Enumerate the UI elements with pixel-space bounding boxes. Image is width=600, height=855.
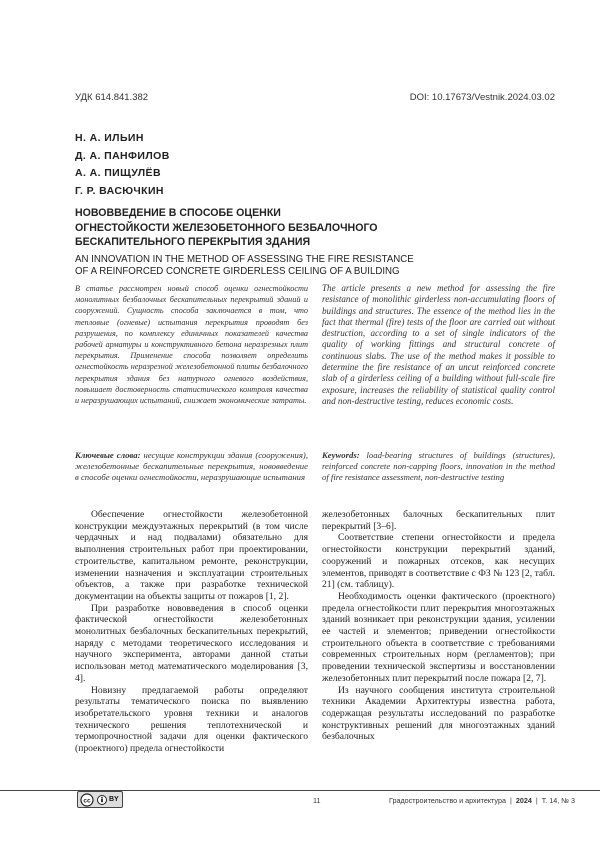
author-list xyxy=(75,130,170,200)
cc-badge-text: cc xyxy=(83,797,91,804)
keywords-label: Keywords: xyxy=(322,450,360,460)
keywords-text: несущие конструкции здания (сооружения), железобетонные бескапительные перекрытия, нововведение в способе оценки огнестойкости, неразрушающие испытания xyxy=(75,450,308,482)
header-line xyxy=(75,92,555,103)
page-number: 11 xyxy=(313,796,320,805)
journal-year: 2024 xyxy=(516,796,532,805)
paragraph: железобетонных балочных бескапительных плит перекрытий [3–6]. xyxy=(322,509,555,532)
author: А. А. ПИЩУЛЁВ xyxy=(75,165,170,183)
by-label: BY xyxy=(109,796,119,803)
journal-volume: Т. 14, № 3 xyxy=(542,796,575,805)
journal-name: Градостроительство и архитектура xyxy=(389,796,506,805)
author: Г. Р. ВАСЮЧКИН xyxy=(75,183,170,201)
title-line: OF A REINFORCED CONCRETE GIRDERLESS CEILING OF A BUILDING xyxy=(75,266,555,278)
keywords-text: load-bearing structures of buildings (structures), reinforced concrete non-capping floors, innovation in the method of fire resistance assessment, non-destructive testing xyxy=(322,450,555,482)
author: Н. А. ИЛЬИН xyxy=(75,130,170,148)
title-line: НОВОВВЕДЕНИЕ В СПОСОБЕ ОЦЕНКИ xyxy=(75,206,555,221)
paragraph: Необходимость оценки фактического (проектного) предела огнестойкости плит перекрытия многоэтажных зданий возникает при реконструкции здания, усилении ее частей и элементов; приведении огнестойкости строительного объекта в соответствие с требованиями современных строительных норм (регламентов); при проведении технической экспертизы и восстановлении железобетонных плит перекрытий после пожара [2, 7]. xyxy=(322,591,555,685)
title-line: AN INNOVATION IN THE METHOD OF ASSESSING THE FIRE RESISTANCE xyxy=(75,254,555,266)
body-column-right xyxy=(322,509,555,743)
abstract-russian: В статье рассмотрен новый способ оценки огнестойкости монолитных безбалочных бескапительных перекрытий зданий и сооружений. Сущность способа заключается в том, что тепловые (огневые) испытания перекрытия проводят без разрушения, по комплексу единичных показателей качества рабочей арматуры и конструктивного бетона неразрезных плит перекрытия. Применение способа позволяет определить огнестойкость неразрезной железобетонной плиты безбалочного перекрытия здания без натурного огневого воздействия, повышает достоверность статистического контроля качества и неразрушающих испытаний, снижает экономические затраты. xyxy=(75,283,308,406)
keywords-russian xyxy=(75,450,308,484)
attribution-icon xyxy=(97,794,107,806)
paragraph: Из научного сообщения института строительной техники Академии Архитектуры известна работа, содержащая результаты исследований по разработке конструктивных решений для многоэтажных зданий безбалочных xyxy=(322,685,555,744)
abstract-english: The article presents a new method for assessing the fire resistance of monolithic girderless non-accumulating floors of buildings and structures. The essence of the method lies in the fact that thermal (fire) tests of the floor are carried out without destruction, according to a set of single indicators of the quality of working fittings and structural concrete of continuous slabs. The use of the method makes it possible to determine the fire resistance of an uncut reinforced concrete slab of a girderless ceiling of a building without full-scale fire exposure, increases the reliability of statistical quality control and non-destructive testing, reduces economic costs. xyxy=(322,283,555,407)
keywords-label: Ключевые слова: xyxy=(75,450,140,460)
paragraph: Обеспечение огнестойкости железобетонной конструкции междуэтажных перекрытий (в том числе чердачных и над подвалами) обязательно для выполнения строительных работ при проектировании, строительстве, капитальном ремонте, реконструкции, изменении назначения и эксплуатации строительных объектов, а также при разработке технической документации на объекты защиты от пожаров [1, 2]. xyxy=(75,509,308,603)
cc-by-license-badge xyxy=(77,791,123,808)
paragraph: Новизну предлагаемой работы определяют результаты тематического поиска по выявлению изобретательского уровня техники и аналогов технического решения теплотехнической и термопрочностной задачи для оценки фактического (проектного) предела огнестойкости xyxy=(75,685,308,755)
doi: DOI: 10.17673/Vestnik.2024.03.02 xyxy=(410,92,555,103)
title-english xyxy=(75,254,555,278)
udk-code: УДК 614.841.382 xyxy=(75,92,148,103)
creative-commons-icon xyxy=(79,793,95,807)
body-column-left xyxy=(75,509,308,755)
title-russian xyxy=(75,206,555,250)
title-line: ОГНЕСТОЙКОСТИ ЖЕЛЕЗОБЕТОННОГО БЕЗБАЛОЧНОГО xyxy=(75,221,555,236)
keywords-english xyxy=(322,450,555,484)
paragraph: Соответствие степени огнестойкости и предела огнестойкости конструкции перекрытий зданий, сооружений и пожарных отсеков, как несущих элементов, приводят в соответствие с ФЗ № 123 [2, табл. 21] (см. таблицу). xyxy=(322,532,555,591)
title-line: БЕСКАПИТЕЛЬНОГО ПЕРЕКРЫТИЯ ЗДАНИЯ xyxy=(75,235,555,250)
journal-info: Градостроительство и архитектура | 2024 | Т. 14, № 3 xyxy=(389,796,575,805)
paragraph: При разработке нововведения в способ оценки фактической огнестойкости железобетонных монолитных безбалочных бескапительных перекрытий, наряду с методами теоретического исследования и научного эксперимента, авторами данной статьи использован метод математического моделирования [3, 4]. xyxy=(75,603,308,685)
author: Д. А. ПАНФИЛОВ xyxy=(75,148,170,166)
